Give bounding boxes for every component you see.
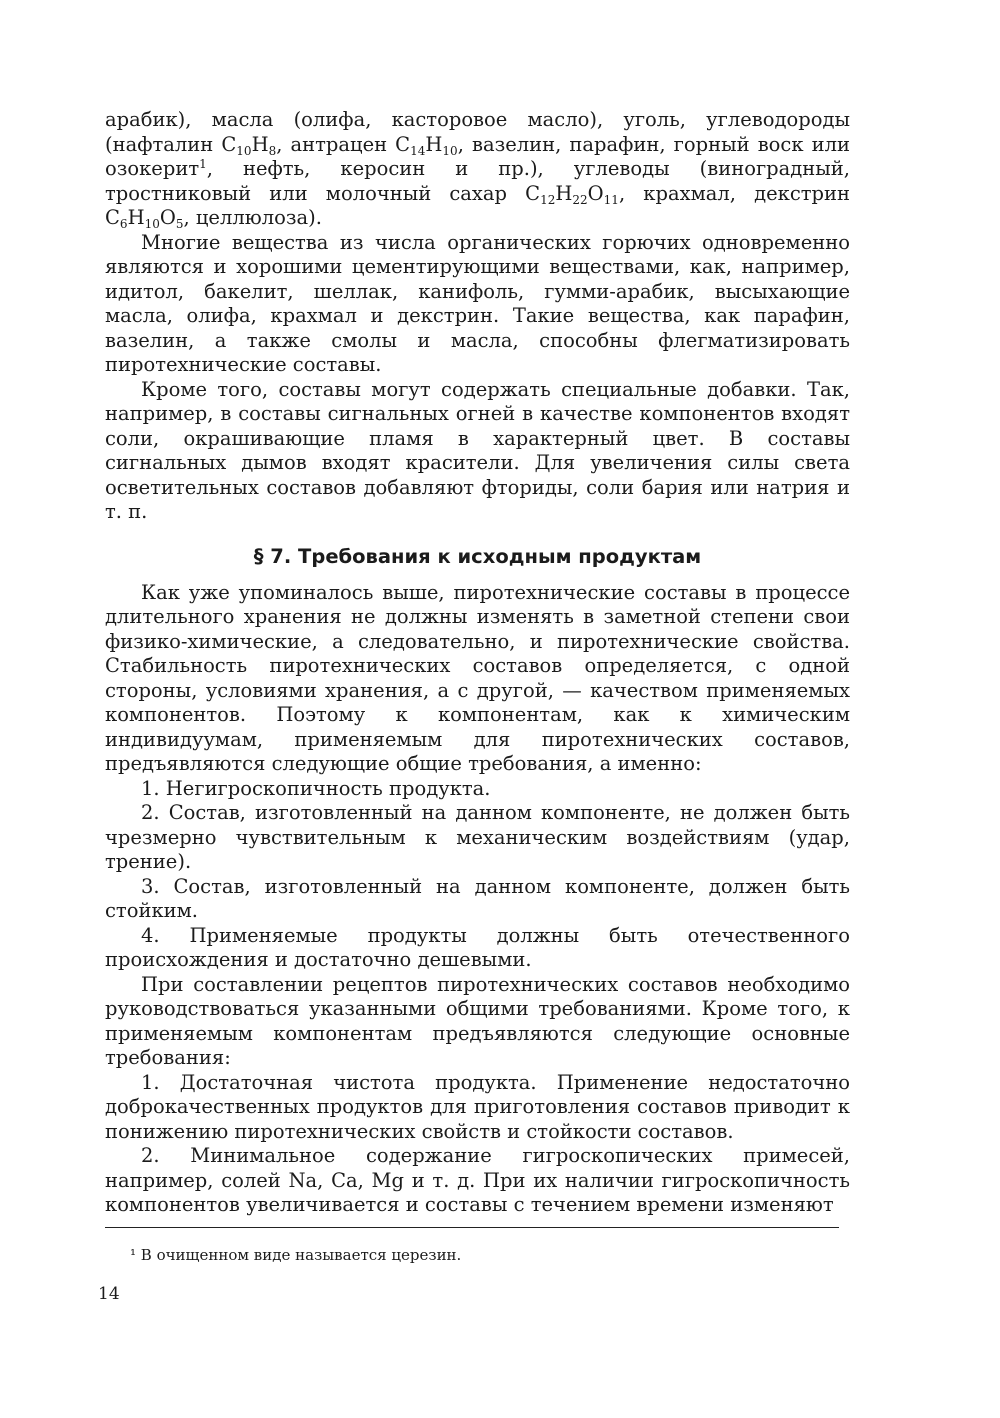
subscript: 10 [236, 143, 252, 158]
subscript: 10 [144, 217, 160, 231]
section-title: § 7. Требования к исходным продуктам [253, 544, 702, 568]
subscript: 6 [119, 217, 128, 231]
text-run: H [425, 132, 443, 156]
basic-requirement-item: 2. Минимальное содержание гигроскопических примесей, например, солей Na, Ca, Mg и т. д. При их наличии гигроскопичность компонентов увеличивается и составы с течением времени изменяют [105, 1144, 850, 1216]
basic-requirement-item: 1. Достаточная чистота продукта. Применение недостаточно доброкачественных продуктов для приготовления составов приводит к понижению пиротехнических свойств и стойкости составов. [105, 1070, 850, 1143]
page-body [105, 108, 850, 1218]
subscript: 12 [540, 192, 556, 207]
text-run: , целлюлоза). [183, 206, 322, 229]
text-run: арабик), масла (олифа, касторовое масло), уголь, углеводороды (нафталин C [105, 108, 850, 156]
general-requirement-item: 2. Состав, изготовленный на данном компоненте, не должен быть чрезмерно чувствительным к механическим воздействиям (удар, трение). [105, 801, 850, 873]
subscript: 14 [410, 143, 426, 158]
text-run: O [587, 181, 604, 205]
footnote-divider [105, 1227, 839, 1228]
text-run: H [251, 132, 269, 156]
text-run: , крахмал, декстрин C [105, 181, 850, 229]
page-number: 14 [98, 1284, 120, 1304]
footnote-marker: 1 [199, 157, 207, 171]
subscript: 11 [603, 192, 619, 207]
paragraph-1 [105, 108, 850, 231]
subscript: 5 [175, 217, 184, 231]
subscript: 10 [442, 143, 458, 158]
paragraph-4: Как уже упоминалось выше, пиротехнические составы в процессе длительного хранения не должны изменять в заметной степени свои физико-химические, а следовательно, и пиротехнические свойства. Стабильность пиротехнических составов определяется, с одной стороны, условиями хранения, а с другой, — качеством применяемых компонентов. Поэтому к компонентам, как к химическим индивидуумам, применяемым для пиротехнических составов, предъявляются следующие общие требования, а именно: [105, 580, 850, 775]
general-requirement-item: 3. Состав, изготовленный на данном компоненте, должен быть стойким. [105, 874, 850, 922]
paragraph-3: Кроме того, составы могут содержать специальные добавки. Так, например, в составы сигнальных огней в качестве компонентов входят соли, окрашивающие пламя в характерный цвет. В составы сигнальных дымов входят красители. Для увеличения силы света осветительных составов добавляют фториды, соли бария или натрия и т. п. [105, 377, 850, 523]
subscript: 8 [268, 143, 277, 158]
footnote: ¹ В очищенном виде называется церезин. [130, 1246, 462, 1264]
general-requirement-item: 1. Негигроскопичность продукта. [141, 776, 491, 800]
paragraph-2: Многие вещества из числа органических горючих одновременно являются и хорошими цементирующими веществами, как, например, идитол, бакелит, шеллак, канифоль, гумми-арабик, высыхающие масла, олифа, крахмал и декстрин. Такие вещества, как парафин, вазелин, а также смолы и масла, способны флегматизировать пиротехнические составы. [105, 230, 850, 376]
subscript: 22 [572, 192, 588, 207]
text-run: H [127, 206, 145, 229]
text-run: , антрацен C [276, 132, 411, 156]
text-run: H [555, 181, 573, 205]
text-run: , нефть, керосин и пр.), углеводы (виноградный, тростниковый или молочный сахар C [105, 157, 850, 205]
text-run: O [159, 206, 176, 229]
paragraph-5: При составлении рецептов пиротехнических составов необходимо руководствоваться указанными общими требованиями. Кроме того, к применяемым компонентам предъявляются следующие основные требования: [105, 972, 850, 1069]
general-requirement-item: 4. Применяемые продукты должны быть отечественного происхождения и достаточно дешевыми. [105, 923, 850, 971]
text-run: , вазелин, парафин, горный воск или озокерит [105, 132, 850, 180]
